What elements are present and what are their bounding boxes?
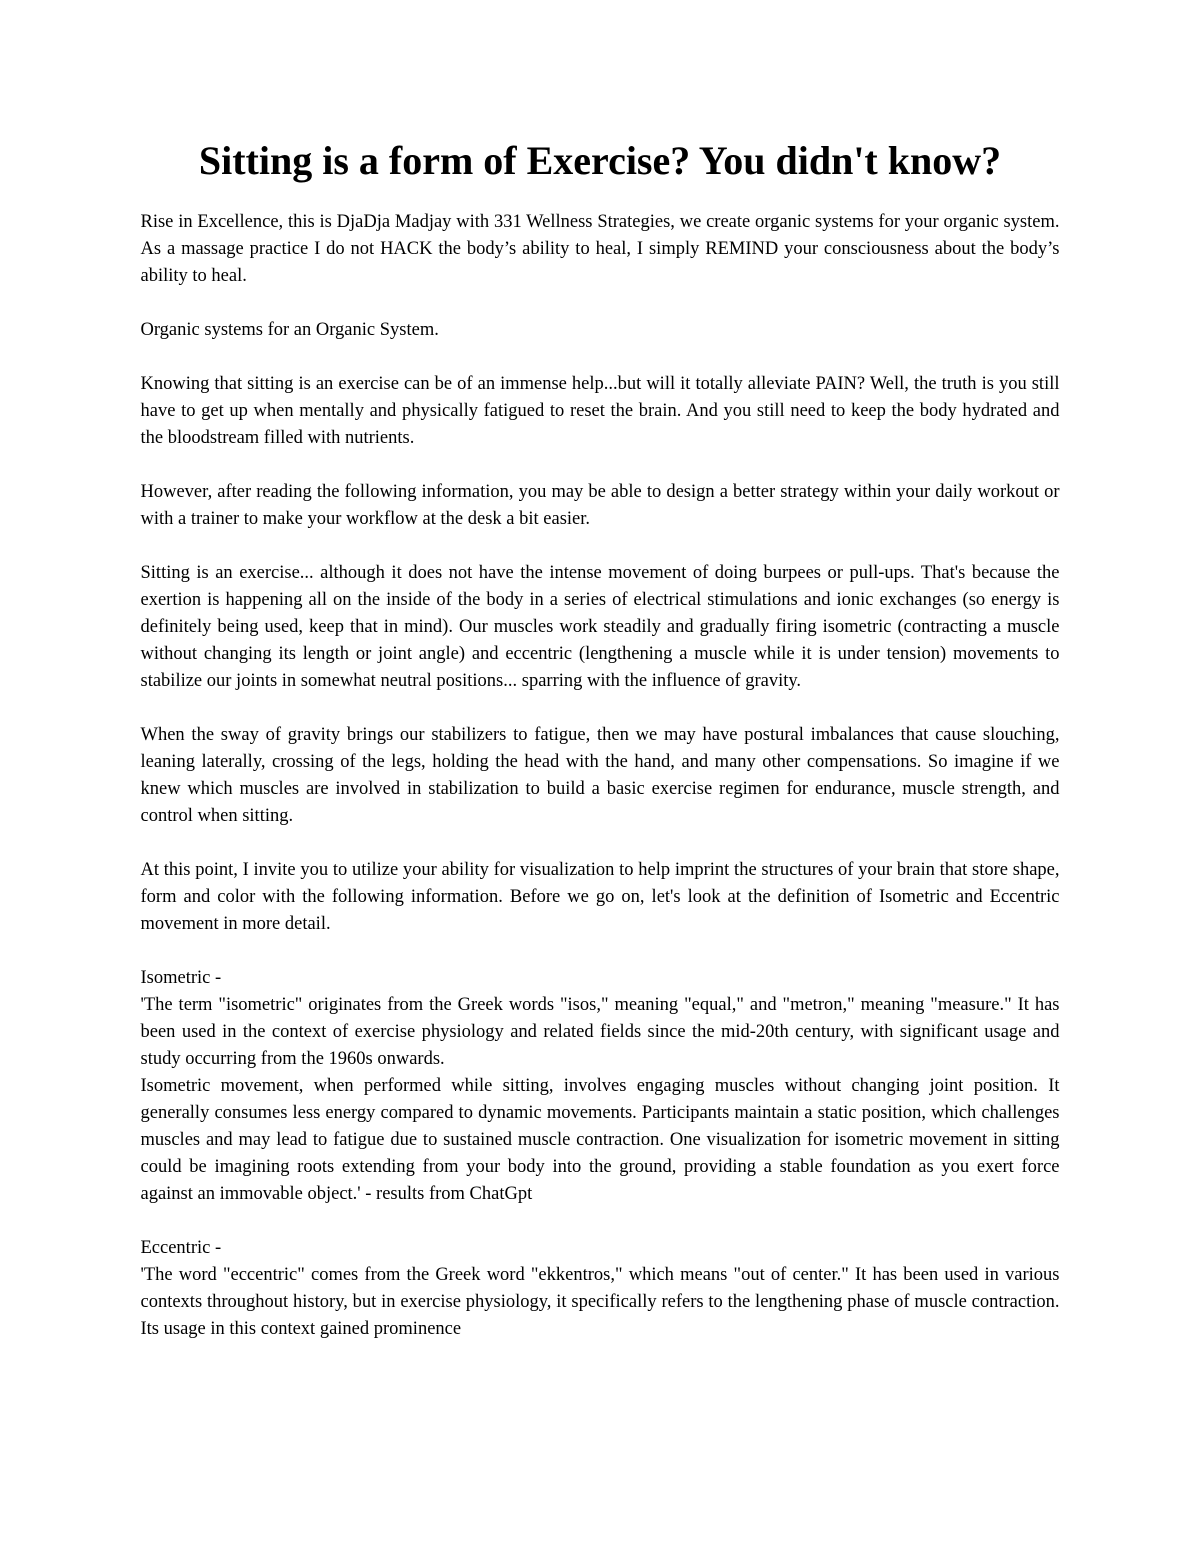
paragraph-visualization-invite: At this point, I invite you to utilize your ability for visualization to help imprint the structures of your brain that store shape, form and color with the following information. Before we go on, let's look at the definition of Isometric and Eccentric movement in more detail.	[140, 860, 1060, 934]
eccentric-definition: 'The word "eccentric" comes from the Greek word "ekkentros," which means "out of center." It has been used in various contexts throughout history, but in exercise physiology, it specifically refers to the lengthening phase of muscle contraction. Its usage in this context gained prominence	[140, 1265, 1060, 1339]
paragraph-sitting-is-exercise: Sitting is an exercise... although it does not have the intense movement of doing burpees or pull-ups. That's because the exertion is happening all on the inside of the body in a series of electrical stimulations and ionic exchanges (so energy is definitely being used, keep that in mind). Our muscles work steadily and gradually firing isometric (contracting a muscle without changing its length or joint angle) and eccentric (lengthening a muscle while it is under tension) movements to stabilize our joints in somewhat neutral positions... sparring with the influence of gravity.	[140, 563, 1060, 691]
paragraph-knowing-sitting: Knowing that sitting is an exercise can be of an immense help...but will it totally alleviate PAIN? Well, the truth is you still have to get up when mentally and physically fatigued to reset the brain. And you still need to keep the body hydrated and the bloodstream filled with nutrients.	[140, 374, 1060, 448]
paragraph-sway-of-gravity: When the sway of gravity brings our stabilizers to fatigue, then we may have postural imbalances that cause slouching, leaning laterally, crossing of the legs, holding the head with the hand, and many other compensations. So imagine if we knew which muscles are involved in stabilization to build a basic exercise regimen for endurance, muscle strength, and control when sitting.	[140, 725, 1060, 826]
paragraph-intro: Rise in Excellence, this is DjaDja Madjay with 331 Wellness Strategies, we create organic systems for your organic system. As a massage practice I do not HACK the body’s ability to heal, I simply REMIND your consciousness about the body’s ability to heal.	[140, 212, 1060, 286]
document-title: Sitting is a form of Exercise? You didn't know?	[198, 138, 1002, 183]
isometric-application: Isometric movement, when performed while sitting, involves engaging muscles without changing joint position. It generally consumes less energy compared to dynamic movements. Participants maintain a static position, which challenges muscles and may lead to fatigue due to sustained muscle contraction. One visualization for isometric movement in sitting could be imagining roots extending from your body into the ground, providing a stable foundation as you exert force against an immovable object.' - results from ChatGpt	[140, 1076, 1060, 1204]
document-page	[141, 0, 1060, 1343]
eccentric-section	[141, 1235, 1060, 1343]
paragraph-organic-systems: Organic systems for an Organic System.	[140, 320, 439, 340]
paragraph-better-strategy: However, after reading the following information, you may be able to design a better strategy within your daily workout or with a trainer to make your workflow at the desk a bit easier.	[140, 482, 1060, 529]
isometric-heading: Isometric -	[140, 968, 222, 988]
eccentric-heading: Eccentric -	[140, 1238, 222, 1258]
isometric-section	[141, 965, 1060, 1208]
isometric-definition: 'The term "isometric" originates from the Greek words "isos," meaning "equal," and "metron," meaning "measure." It has been used in the context of exercise physiology and related fields since the mid-20th century, with significant usage and study occurring from the 1960s onwards.	[140, 995, 1060, 1069]
